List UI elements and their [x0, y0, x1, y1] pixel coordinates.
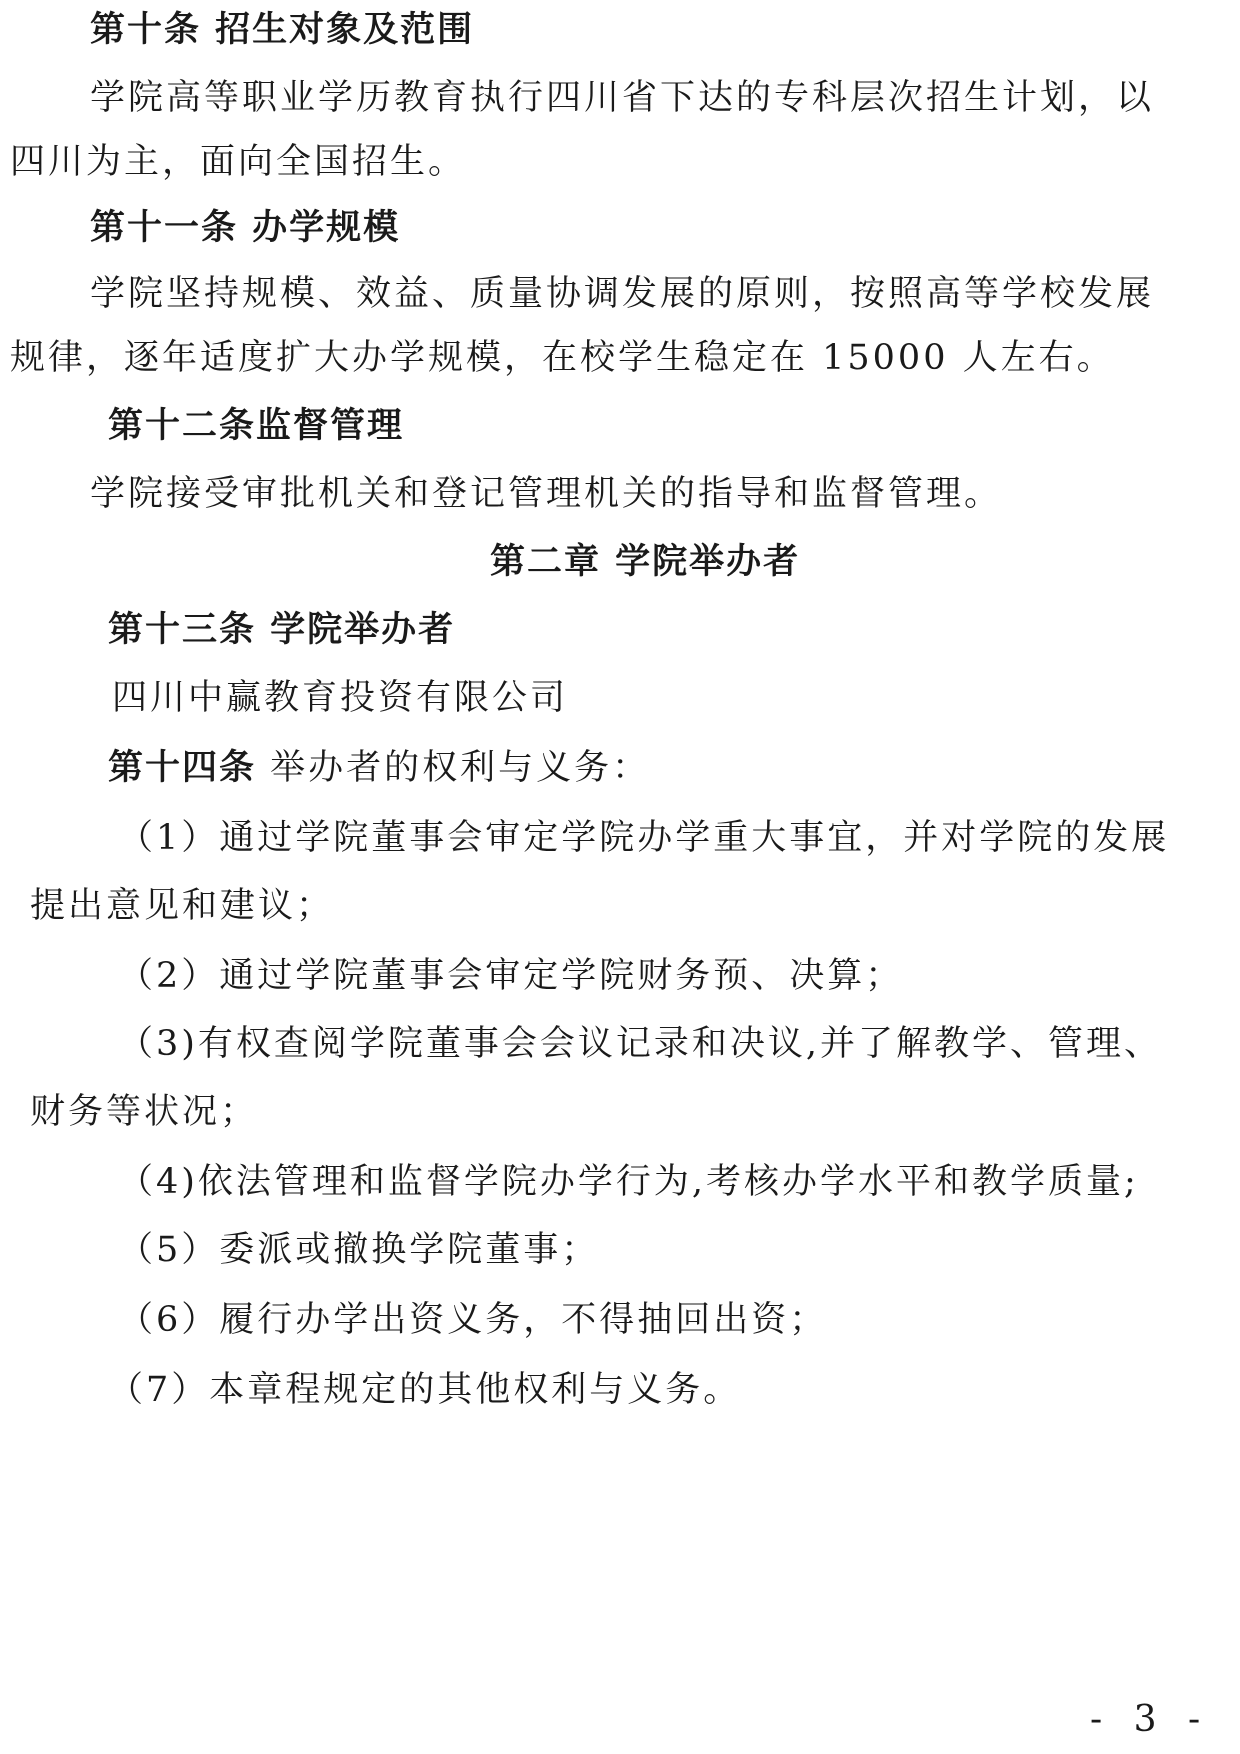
article-14-item-6: （6）履行办学出资义务，不得抽回出资；: [118, 1300, 828, 1340]
article-10-title: 第十条 招生对象及范围: [90, 10, 475, 50]
article-14-item-2: （2）通过学院董事会审定学院财务预、决算；: [118, 956, 904, 996]
article-14-title-bold: 第十四条: [108, 748, 257, 788]
article-14-title: [108, 746, 650, 790]
article-14-item-1-continued: 提出意见和建议；: [30, 886, 335, 926]
article-10-text-line-1: 学院高等职业学历教育执行四川省下达的专科层次招生计划，以: [90, 78, 1155, 118]
article-13-text-line-1: 四川中赢教育投资有限公司: [112, 678, 569, 718]
article-14-item-7: （7）本章程规定的其他权利与义务。: [108, 1370, 742, 1410]
article-10-text-line-2: 四川为主，面向全国招生。: [10, 142, 467, 182]
article-14-item-4: （4)依法管理和监督学院办学行为,考核办学水平和教学质量;: [118, 1162, 1139, 1202]
article-12-text-line-1: 学院接受审批机关和登记管理机关的指导和监督管理。: [90, 474, 1003, 514]
page-number: - 3 -: [1090, 1699, 1211, 1740]
article-11-text-line-1: 学院坚持规模、效益、质量协调发展的原则，按照高等学校发展: [90, 274, 1155, 314]
article-12-title: 第十二条监督管理: [108, 406, 405, 446]
article-13-title: 第十三条 学院举办者: [108, 610, 456, 650]
article-11-title: 第十一条 办学规模: [90, 208, 401, 248]
article-14-item-3: （3)有权查阅学院董事会会议记录和决议,并了解教学、管理、: [118, 1024, 1163, 1064]
article-14-item-5: （5）委派或撤换学院董事；: [118, 1230, 600, 1270]
chapter-2-heading: 第二章 学院举办者: [490, 542, 801, 582]
article-14-item-3-continued: 财务等状况；: [30, 1092, 259, 1132]
article-11-text-line-2: 规律，逐年适度扩大办学规模，在校学生稳定在 15000 人左右。: [10, 338, 1115, 378]
article-14-title-rest: 举办者的权利与义务：: [256, 748, 651, 788]
article-14-item-1: （1）通过学院董事会审定学院办学重大事宜，并对学院的发展: [118, 818, 1170, 858]
